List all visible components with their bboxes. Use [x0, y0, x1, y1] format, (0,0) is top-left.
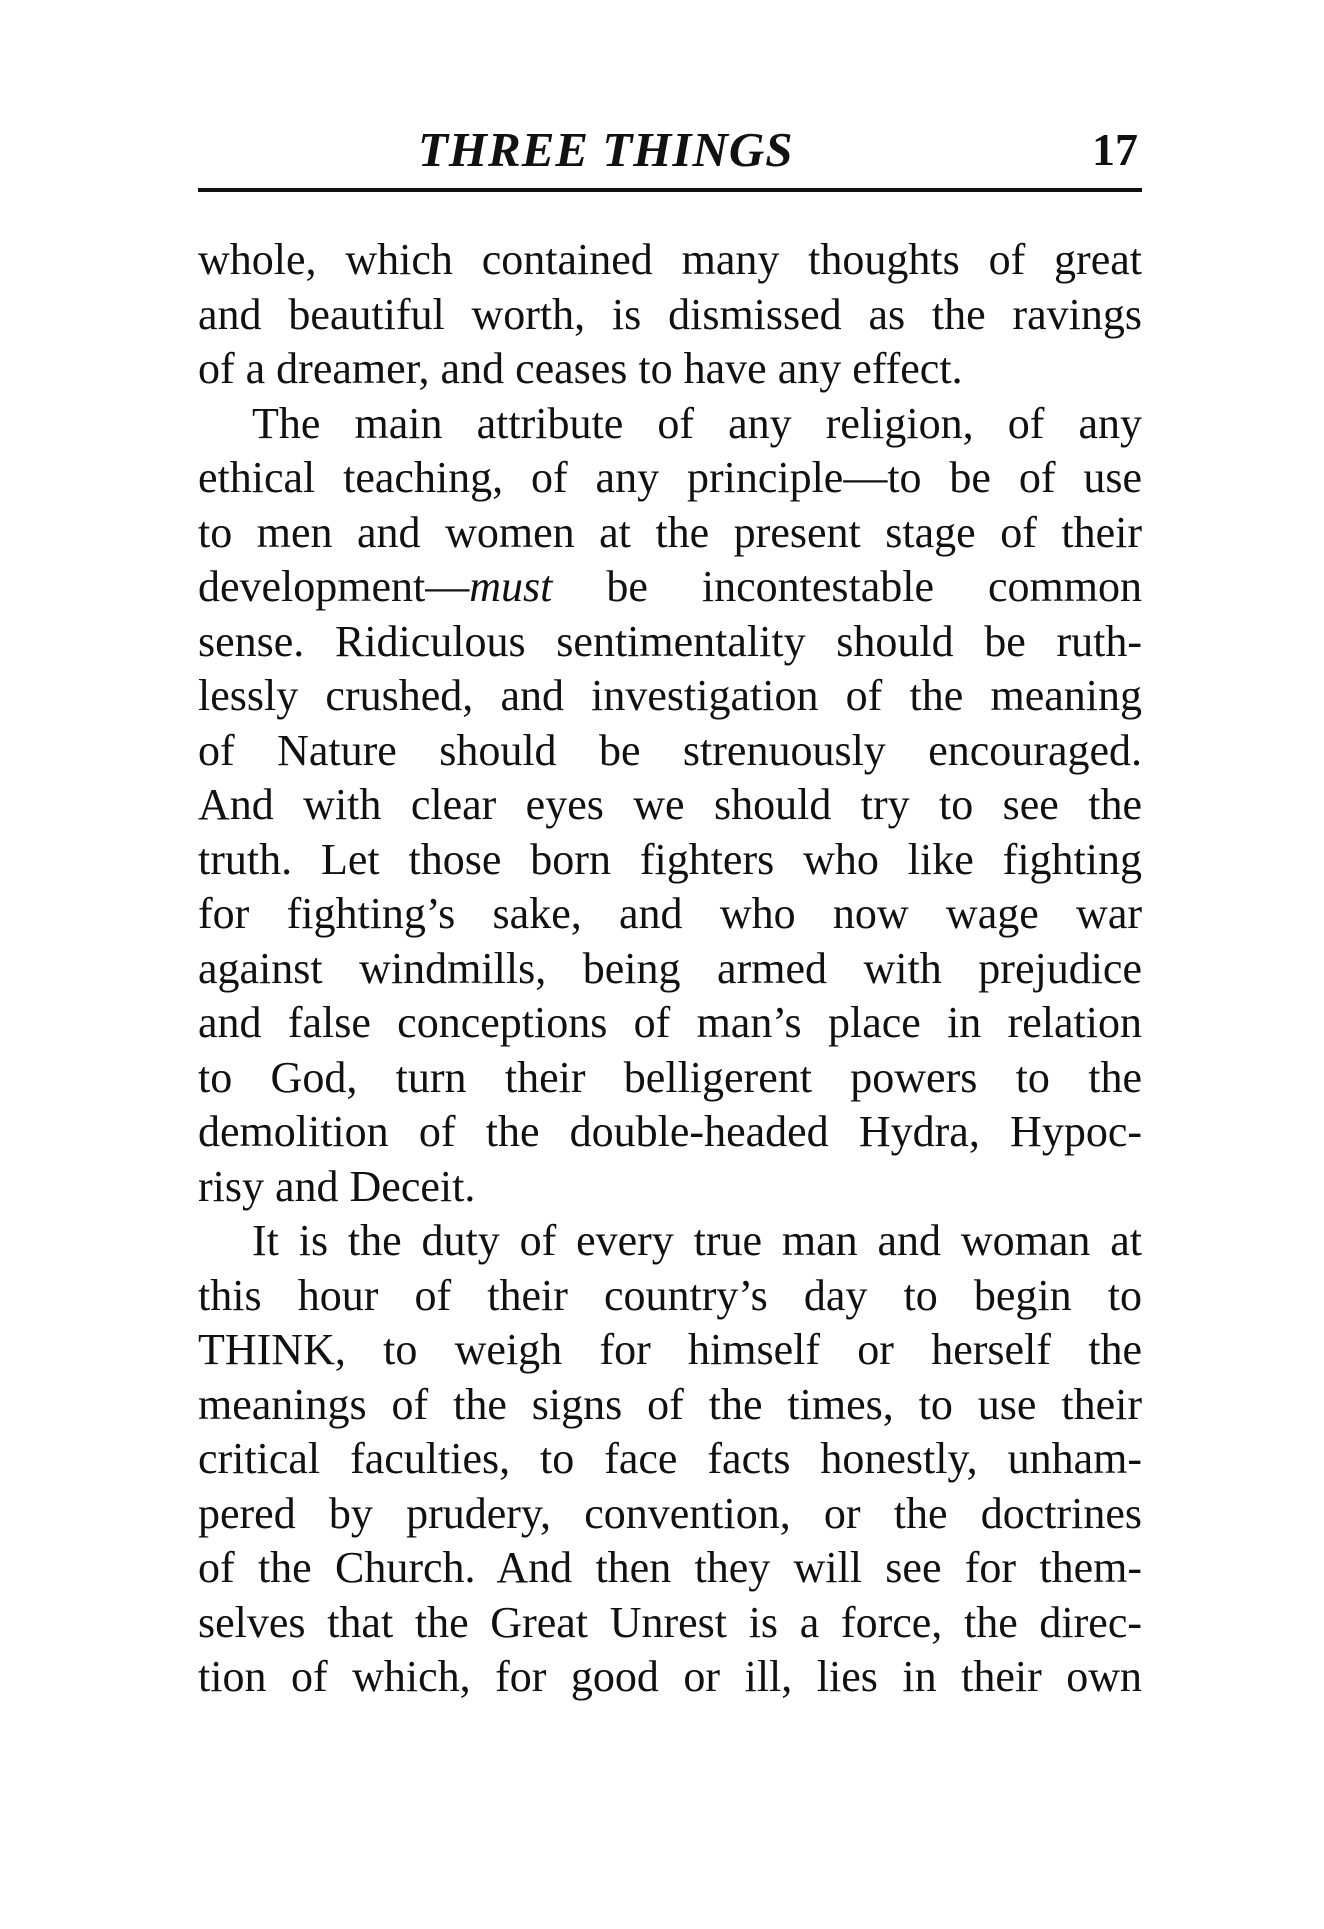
text-line: The main attribute of any religion, of any	[252, 398, 1142, 448]
text-line: And with clear eyes we should try to see the	[198, 780, 1142, 829]
running-head	[198, 122, 1142, 178]
text-line: truth. Let those born fighters who like fighting	[198, 834, 1142, 884]
text-line	[198, 560, 1142, 615]
page-number: 17	[1092, 124, 1138, 175]
text-line: to God, turn their belligerent powers to the	[198, 1052, 1142, 1102]
text-span: development—	[198, 562, 470, 611]
text-line-segment: be incontestable common	[552, 562, 1142, 611]
text-line: of a dreamer, and ceases to have any effect.	[198, 344, 963, 393]
text-line: of the Church. And then they will see for them-	[198, 1543, 1142, 1592]
body-text	[198, 233, 1142, 1705]
text-line: pered by prudery, convention, or the doctrines	[198, 1488, 1142, 1538]
text-line: selves that the Great Unrest is a force, the direc-	[198, 1597, 1142, 1647]
emphasis-text: must	[469, 562, 553, 611]
text-line: tion of which, for good or ill, lies in their own	[198, 1652, 1142, 1701]
text-line: and false conceptions of man’s place in relation	[198, 998, 1142, 1047]
text-line: whole, which contained many thoughts of great	[198, 235, 1142, 284]
text-line: sense. Ridiculous sentimentality should be ruth-	[198, 616, 1142, 666]
text-line: of Nature should be strenuously encouraged.	[198, 725, 1142, 775]
text-line: ethical teaching, of any principle—to be of use	[198, 453, 1142, 502]
text-line: to men and women at the present stage of their	[198, 507, 1142, 557]
text-line: meanings of the signs of the times, to use their	[198, 1379, 1142, 1429]
text-line: for fighting’s sake, and who now wage war	[198, 889, 1142, 938]
text-line: this hour of their country’s day to begin to	[198, 1270, 1142, 1320]
text-line: risy and Deceit.	[198, 1161, 476, 1211]
text-line: critical faculties, to face facts honestly, unham-	[198, 1434, 1142, 1483]
text-line-segment	[198, 560, 552, 615]
text-line: demolition of the double-headed Hydra, Hypoc-	[198, 1107, 1142, 1156]
text-line: and beautiful worth, is dismissed as the ravings	[198, 289, 1142, 339]
text-line: THINK, to weigh for himself or herself the	[198, 1325, 1142, 1374]
header-rule	[198, 188, 1142, 192]
text-line: It is the duty of every true man and woman at	[252, 1216, 1142, 1265]
running-title: THREE THINGS	[418, 122, 794, 177]
text-line: against windmills, being armed with prejudice	[198, 943, 1142, 993]
text-line: lessly crushed, and investigation of the meaning	[198, 671, 1142, 720]
